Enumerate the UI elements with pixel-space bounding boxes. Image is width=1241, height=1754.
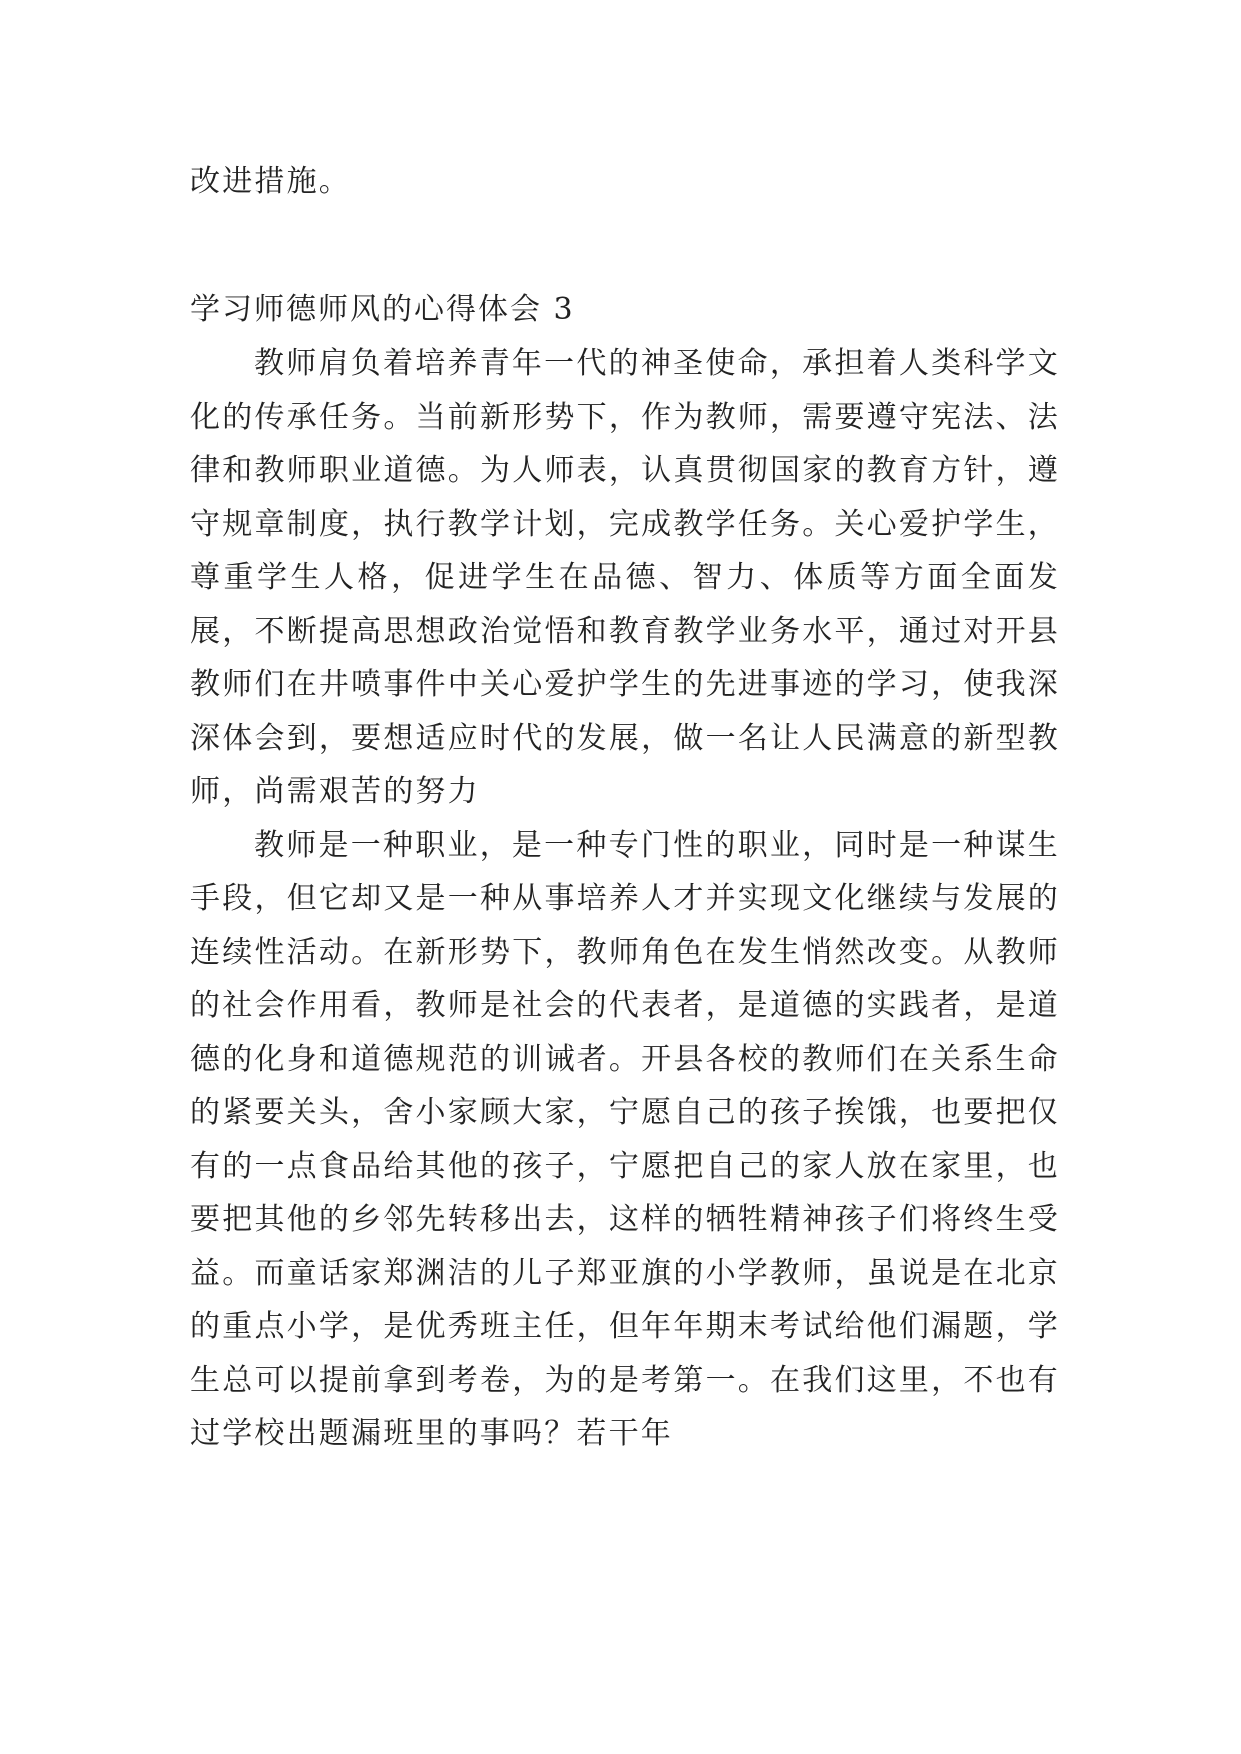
section-heading: 学习师德师风的心得体会 3 xyxy=(190,292,575,327)
body-text xyxy=(190,337,1060,1461)
paragraph-1: 教师肩负着培养青年一代的神圣使命，承担着人类科学文化的传承任务。当前新形势下，作为教师，需要遵守宪法、法律和教师职业道德。为人师表，认真贯彻国家的教育方针，遵守规章制度，执行教学计划，完成教学任务。关心爱护学生，尊重学生人格，促进学生在品德、智力、体质等方面全面发展，不断提高思想政治觉悟和教育教学业务水平，通过对开县教师们在井喷事件中关心爱护学生的先进事迹的学习，使我深深体会到，要想适应时代的发展，做一名让人民满意的新型教师，尚需艰苦的努力 xyxy=(190,346,1060,809)
paragraph-2: 教师是一种职业，是一种专门性的职业，同时是一种谋生手段，但它却又是一种从事培养人才并实现文化继续与发展的连续性活动。在新形势下，教师角色在发生悄然改变。从教师的社会作用看，教师是社会的代表者，是道德的实践者，是道德的化身和道德规范的训诫者。开县各校的教师们在关系生命的紧要关头，舍小家顾大家，宁愿自己的孩子挨饿，也要把仅有的一点食品给其他的孩子，宁愿把自己的家人放在家里，也要把其他的乡邻先转移出去，这样的牺牲精神孩子们将终生受益。而童话家郑渊洁的儿子郑亚旗的小学教师，虽说是在北京的重点小学，是优秀班主任，但年年期末考试给他们漏题，学生总可以提前拿到考卷，为的是考第一。在我们这里，不也有过学校出题漏班里的事吗？若干年 xyxy=(190,827,1060,1451)
continuation-line: 改进措施。 xyxy=(190,164,351,199)
